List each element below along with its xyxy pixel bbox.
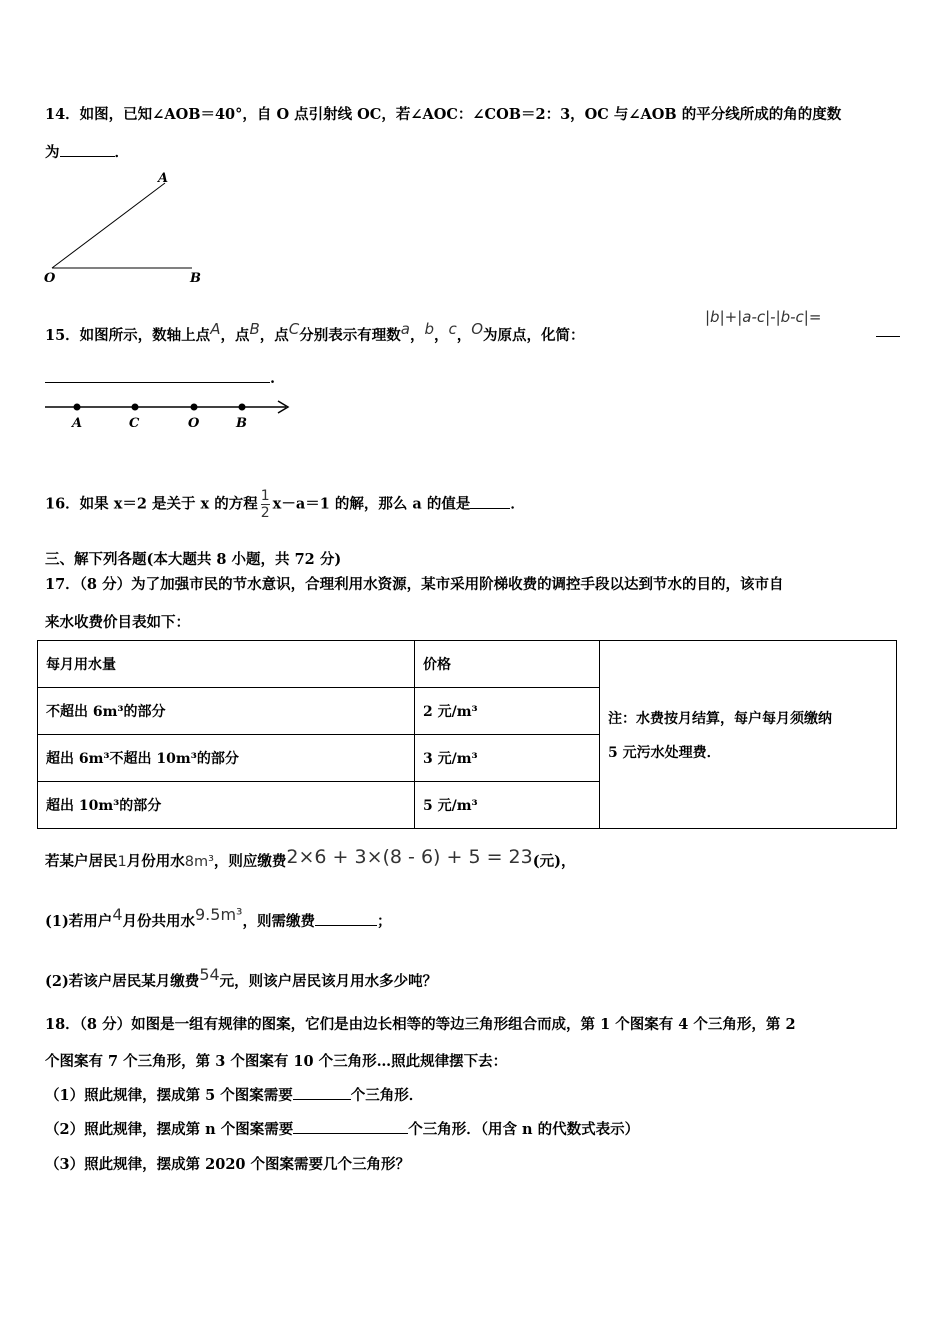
q14-text: 为 [45, 144, 60, 161]
table-cell: 超出 10m³的部分 [38, 782, 415, 829]
text: 若某户居民 [45, 853, 118, 870]
text: (元)， [532, 853, 576, 870]
table-cell: 超出 6m³不超出 10m³的部分 [38, 735, 415, 782]
q17-part2 [45, 965, 437, 991]
q18-part1 [45, 1084, 423, 1105]
table-header: 价格 [415, 641, 600, 688]
text: 个三角形． [350, 1087, 424, 1104]
text: 月份用水 [126, 853, 185, 870]
fraction-numerator: 1 [260, 488, 270, 504]
angle-figure [40, 168, 210, 288]
formula: 2×6 + 3×(8 - 6) + 5 = 23 [286, 846, 533, 868]
var-C: C [288, 320, 300, 338]
q18-part2 [45, 1118, 639, 1139]
var-a: a [400, 320, 410, 338]
q16-line [45, 488, 525, 521]
answer-blank [60, 144, 115, 157]
label-b: B [190, 271, 201, 286]
q15-text: ，点 [220, 326, 250, 344]
text: （2）照此规律，摆成第 n 个图案需要 [45, 1121, 294, 1138]
answer-blank [876, 324, 900, 341]
text: ； [376, 912, 392, 930]
answer-blank [45, 370, 270, 383]
point-o-label: O [188, 416, 200, 431]
q15-expression: |b|+|a-c|-|b-c|= [705, 308, 822, 326]
q16-end: ． [510, 495, 525, 513]
text: ，则需缴费 [242, 912, 315, 930]
text: (1)若用户 [45, 912, 113, 930]
label-a: A [158, 171, 169, 186]
text: 元，则该户居民该月用水多少吨？ [219, 972, 438, 990]
month: 1 [117, 854, 127, 870]
q14-line2 [45, 141, 129, 162]
answer-blank [470, 496, 510, 509]
q15-text: 分别表示有理数 [299, 326, 401, 344]
amount: 54 [199, 965, 220, 984]
note-line: 5 元污水处理费． [608, 744, 721, 761]
table-note [600, 641, 897, 829]
var-A: A [210, 320, 221, 338]
answer-blank [315, 913, 377, 926]
q15-line1: 15．如图所示，数轴上点$^A$，点$^B$，点$^C$分别表示有理数$^a$，$^b$，$^c$，$^O$为原点，化简： [45, 320, 585, 344]
q15-text: ，点 [259, 326, 289, 344]
amount: 8m³ [184, 854, 214, 870]
var-b: b [424, 320, 434, 338]
q15-prefix: 15．如图所示，数轴上点 [45, 326, 211, 344]
var-B: B [249, 320, 260, 338]
var-c: c [448, 320, 457, 338]
point-c-label: C [129, 416, 140, 431]
q18-part3: （3）照此规律，摆成第 2020 个图案需要几个三角形？ [45, 1156, 411, 1173]
table-header: 每月用水量 [38, 641, 415, 688]
water-price-table [37, 640, 897, 829]
q15-line2 [45, 370, 275, 387]
text: 月份共用水 [122, 912, 195, 930]
fraction-denominator: 2 [260, 505, 270, 521]
note-line: 注：水费按月结算，每户每月须缴纳 [608, 710, 832, 727]
month: 4 [112, 905, 123, 924]
number-line [40, 395, 300, 435]
text: ，则应缴费 [213, 853, 287, 870]
section-3-heading: 三、解下列各题(本大题共 8 小题，共 72 分) [45, 551, 342, 568]
table-cell: 5 元/m³ [415, 782, 600, 829]
label-o: O [44, 271, 56, 286]
table-cell: 不超出 6m³的部分 [38, 688, 415, 735]
var-O: O [471, 320, 484, 338]
q18-line2: 个图案有 7 个三角形，第 3 个图案有 10 个三角形…照此规律摆下去： [45, 1053, 508, 1070]
answer-blank [293, 1087, 351, 1100]
q16-suffix: x－a＝1 的解，那么 a 的值是 [272, 495, 471, 513]
q16-prefix: 16．如果 x＝2 是关于 x 的方程 [45, 495, 258, 513]
q17-part1 [45, 905, 391, 931]
point-a-label: A [72, 416, 83, 431]
q17-line1: 17．（8 分）为了加强市民的节水意识，合理利用水资源，某市采用阶梯收费的调控手段以达到节水的目的，该市自 [45, 576, 784, 593]
q18-line1: 18．（8 分）如图是一组有规律的图案，它们是由边长相等的等边三角形组合而成，第 1 个图案有 4 个三角形，第 2 [45, 1016, 796, 1033]
text: 个三角形．（用含 n 的代数式表示） [408, 1121, 640, 1138]
fraction [261, 488, 270, 521]
table-row [38, 641, 897, 688]
table-cell: 3 元/m³ [415, 735, 600, 782]
table-cell: 2 元/m³ [415, 688, 600, 735]
amount: 9.5m³ [195, 905, 243, 924]
q14-end: ． [114, 144, 129, 161]
point-b-label: B [236, 416, 247, 431]
text: (2)若该户居民某月缴费 [45, 972, 200, 990]
text: （1）照此规律，摆成第 5 个图案需要 [45, 1087, 293, 1104]
q14-line1: 14．如图，已知∠AOB＝40°，自 O 点引射线 OC，若∠AOC：∠COB＝2：3，OC 与∠AOB 的平分线所成的角的度数 [45, 106, 842, 123]
q15-text: 为原点，化简： [483, 326, 585, 344]
q17-line2: 来水收费价目表如下： [45, 614, 190, 631]
q15-end: . [270, 370, 276, 387]
q17-example [45, 846, 575, 871]
answer-blank [293, 1121, 408, 1134]
